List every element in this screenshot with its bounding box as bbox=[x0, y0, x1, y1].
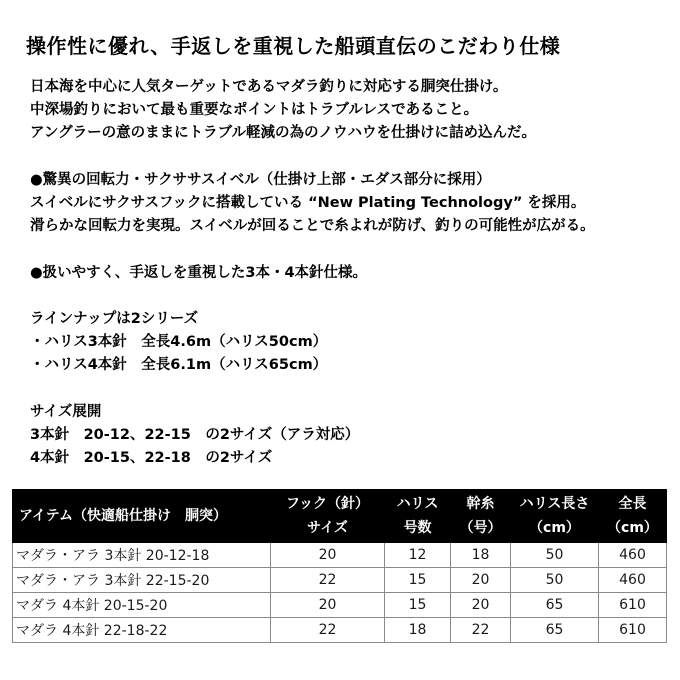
table-header-row bbox=[13, 490, 667, 543]
column-header-total-length bbox=[599, 490, 667, 543]
cell-main-line: 20 bbox=[451, 593, 511, 618]
cell-hook-size: 20 bbox=[271, 593, 385, 618]
column-header-main-line bbox=[451, 490, 511, 543]
cell-harris-number: 18 bbox=[385, 618, 451, 643]
feature-line: スイベルにサクサスフックに搭載している “New Plating Technology” を採用。 bbox=[30, 195, 586, 211]
cell-harris-number: 15 bbox=[385, 593, 451, 618]
page-title: 操作性に優れ、手返しを重視した船頭直伝のこだわり仕様 bbox=[26, 34, 561, 58]
feature-heading: ●驚異の回転力・サクササスイベル（仕掛け上部・エダス部分に採用） bbox=[30, 172, 491, 188]
intro-paragraph bbox=[30, 76, 670, 145]
cell-hook-size: 22 bbox=[271, 568, 385, 593]
sizes-heading: サイズ展開 bbox=[30, 404, 102, 420]
hook-feature-paragraph bbox=[30, 262, 670, 285]
cell-total-length: 610 bbox=[599, 593, 667, 618]
lineup-heading: ラインナップは2シリーズ bbox=[30, 311, 199, 327]
cell-main-line: 18 bbox=[451, 543, 511, 568]
cell-hook-size: 22 bbox=[271, 618, 385, 643]
cell-harris-number: 12 bbox=[385, 543, 451, 568]
cell-item: マダラ・アラ 3本針 22-15-20 bbox=[13, 568, 271, 593]
sizes-item: 4本針 20-15、22-18 の2サイズ bbox=[30, 450, 273, 466]
table-row bbox=[13, 568, 667, 593]
cell-harris-length: 65 bbox=[511, 593, 599, 618]
cell-item: マダラ 4本針 20-15-20 bbox=[13, 593, 271, 618]
header-line: フック（針） bbox=[285, 496, 370, 512]
intro-line: アングラーの意のままにトラブル軽減の為のノウハウを仕掛けに詰め込んだ。 bbox=[30, 125, 537, 141]
cell-item: マダラ・アラ 3本針 20-12-18 bbox=[13, 543, 271, 568]
header-line: （cm） bbox=[529, 520, 580, 536]
feature-line: 滑らかな回転力を実現。スイベルが回ることで糸よれが防げ、釣りの可能性が広がる。 bbox=[30, 218, 595, 234]
cell-total-length: 460 bbox=[599, 543, 667, 568]
cell-item: マダラ 4本針 22-18-22 bbox=[13, 618, 271, 643]
header-line: （cm） bbox=[607, 520, 658, 536]
header-line: 幹糸 bbox=[466, 496, 495, 512]
header-line: 全長 bbox=[618, 496, 647, 512]
sizes-paragraph bbox=[30, 401, 670, 470]
cell-main-line: 20 bbox=[451, 568, 511, 593]
table-row bbox=[13, 618, 667, 643]
header-line: 号数 bbox=[403, 520, 432, 536]
table-row bbox=[13, 543, 667, 568]
lineup-paragraph bbox=[30, 308, 670, 377]
cell-total-length: 460 bbox=[599, 568, 667, 593]
column-header-hook-size bbox=[271, 490, 385, 543]
header-line: ハリス bbox=[396, 496, 439, 512]
sizes-item: 3本針 20-12、22-15 の2サイズ（アラ対応） bbox=[30, 427, 360, 443]
intro-line: 日本海を中心に人気ターゲットであるマダラ釣りに対応する胴突仕掛け。 bbox=[30, 79, 508, 95]
table-row bbox=[13, 593, 667, 618]
cell-harris-number: 15 bbox=[385, 568, 451, 593]
column-header-item bbox=[13, 490, 271, 543]
column-header-harris-number bbox=[385, 490, 451, 543]
feature-heading: ●扱いやすく、手返しを重視した3本・4本針仕様。 bbox=[30, 265, 368, 281]
cell-harris-length: 50 bbox=[511, 543, 599, 568]
header-line: サイズ bbox=[307, 520, 348, 536]
header-line: アイテム（快適船仕掛け 胴突） bbox=[19, 508, 228, 524]
cell-total-length: 610 bbox=[599, 618, 667, 643]
header-line: ハリス長さ bbox=[519, 496, 590, 512]
header-line: （号） bbox=[459, 520, 502, 536]
cell-harris-length: 50 bbox=[511, 568, 599, 593]
lineup-item: ・ハリス4本針 全長6.1m（ハリス65cm） bbox=[30, 357, 328, 373]
swivel-feature-paragraph bbox=[30, 169, 670, 238]
lineup-item: ・ハリス3本針 全長4.6m（ハリス50cm） bbox=[30, 334, 328, 350]
column-header-harris-length bbox=[511, 490, 599, 543]
spec-table bbox=[12, 489, 667, 643]
cell-harris-length: 65 bbox=[511, 618, 599, 643]
intro-line: 中深場釣りにおいて最も重要なポイントはトラブルレスであること。 bbox=[30, 102, 479, 118]
cell-main-line: 22 bbox=[451, 618, 511, 643]
cell-hook-size: 20 bbox=[271, 543, 385, 568]
